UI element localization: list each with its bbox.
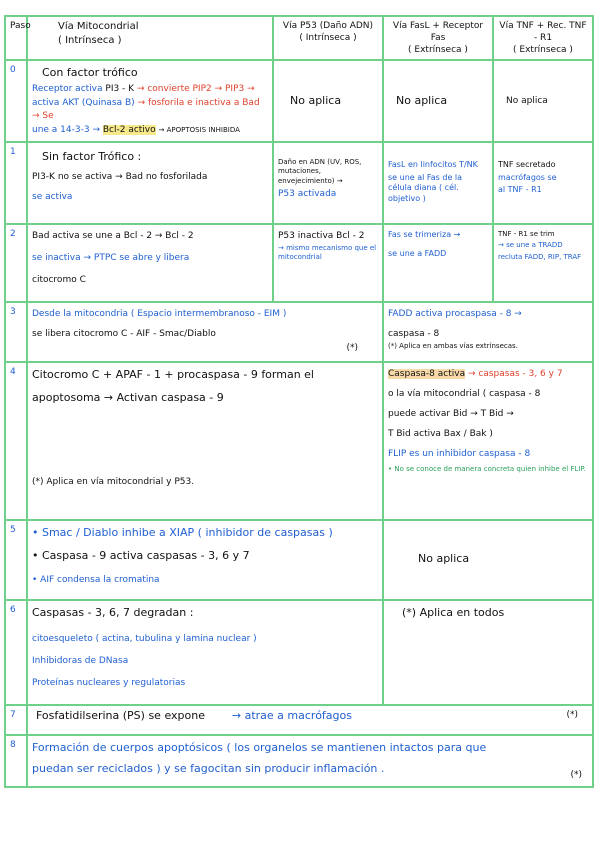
r4-a3: (*) Aplica en vía mitocondrial y P53. bbox=[32, 476, 195, 487]
row-3 bbox=[5, 302, 593, 362]
r6-a3: Inhibidoras de DNasa bbox=[32, 655, 129, 666]
r2-c1: Fas se trimeriza → bbox=[388, 229, 461, 239]
header-paso-label: Paso bbox=[10, 21, 31, 31]
r3-a3: (*) bbox=[346, 343, 358, 354]
header-row bbox=[5, 16, 593, 60]
r4-mito bbox=[27, 362, 383, 520]
r0-a9: → APOPTOSIS INHIBIDA bbox=[158, 125, 240, 134]
r2-b2: → mismo mecanismo que el mitocondrial bbox=[278, 243, 377, 262]
r0-a8: Bcl-2 activo bbox=[102, 124, 156, 135]
r3-a2: se libera citocromo C - AIF - Smac/Diablo bbox=[32, 328, 216, 339]
r1-c1: FasL en linfocitos T/NK bbox=[388, 159, 478, 169]
header-tnf: Vía TNF + Rec. TNF - R1 ( Extrínseca ) bbox=[493, 16, 593, 60]
r8-a1: Formación de cuerpos apoptósicos ( los organelos se mantienen intactos para que bbox=[32, 740, 487, 754]
r2-b1: P53 inactiva Bcl - 2 bbox=[278, 230, 365, 241]
r2-a1: Bad activa se une a Bcl - 2 → Bcl - 2 bbox=[32, 230, 194, 241]
r6-a1: Caspasas - 3, 6, 7 degradan : bbox=[32, 605, 194, 619]
r2-d3: recluta FADD, RIP, TRAF bbox=[498, 252, 582, 261]
r2-d2: → se une a TRADD bbox=[498, 241, 563, 250]
step-number: 0 bbox=[5, 60, 27, 141]
r4-a1: Citocromo C + APAF - 1 + procaspasa - 9 forman el bbox=[32, 367, 314, 381]
r2-mito bbox=[27, 224, 273, 302]
header-fas: Vía FasL + Receptor Fas ( Extrínseca ) bbox=[383, 16, 493, 60]
r6-mito bbox=[27, 600, 383, 705]
r4-a2: apoptosoma → Activan caspasa - 9 bbox=[32, 390, 224, 404]
r0-b: No aplica bbox=[290, 93, 342, 107]
r0-a1: Con factor trófico bbox=[42, 66, 138, 80]
r0-a2: Receptor activa bbox=[32, 84, 103, 95]
r1-d1: TNF secretado bbox=[498, 159, 556, 169]
row-5 bbox=[5, 520, 593, 600]
r4-c6: FLIP es un inhibidor caspasa - 8 bbox=[388, 449, 531, 460]
r6-extr bbox=[383, 600, 593, 705]
r0-c: No aplica bbox=[396, 93, 448, 107]
r1-mito bbox=[27, 142, 273, 224]
r1-p53 bbox=[273, 142, 383, 224]
row-6 bbox=[5, 600, 593, 705]
r3-c3: (*) Aplica en ambas vías extrínsecas. bbox=[388, 342, 518, 351]
r0-p53 bbox=[273, 60, 383, 141]
r8-all bbox=[27, 735, 593, 787]
r2-d1: TNF - R1 se trim bbox=[498, 229, 555, 238]
r4-c4: puede activar Bid → T Bid → bbox=[388, 409, 514, 420]
row-4 bbox=[5, 362, 593, 520]
r4-c3: o la vía mitocondrial ( caspasa - 8 bbox=[388, 388, 541, 399]
r2-a2: se inactiva → PTPC se abre y libera bbox=[32, 252, 190, 263]
r0-fas bbox=[383, 60, 493, 141]
r0-a3: PI3 - K bbox=[105, 84, 135, 95]
r5-a3: • AIF condensa la cromatina bbox=[32, 574, 160, 585]
r4-c2: → caspasas - 3, 6 y 7 bbox=[467, 368, 563, 379]
row-2 bbox=[5, 224, 593, 302]
r1-c2: se une al Fas de la célula diana ( cél. objetivo ) bbox=[388, 172, 463, 204]
step-number: 1 bbox=[5, 142, 27, 224]
r2-fas bbox=[383, 224, 493, 302]
r3-a1: Desde la mitocondria ( Espacio intermembranoso - EIM ) bbox=[32, 308, 287, 319]
r5-a2: • Caspasa - 9 activa caspasas - 3, 6 y 7 bbox=[32, 548, 250, 562]
r0-a7: une a 14-3-3 → bbox=[32, 124, 100, 135]
r2-p53 bbox=[273, 224, 383, 302]
r3-extr bbox=[383, 302, 593, 362]
r5-a1: • Smac / Diablo inhibe a XIAP ( inhibidor de caspasas ) bbox=[32, 525, 333, 539]
r5-mito bbox=[27, 520, 383, 600]
r3-c1: FADD activa procaspasa - 8 → bbox=[388, 308, 522, 319]
r1-fas bbox=[383, 142, 493, 224]
row-1 bbox=[5, 142, 593, 224]
r4-extr bbox=[383, 362, 593, 520]
r6-b: (*) Aplica en todos bbox=[402, 605, 505, 619]
r8-a3: (*) bbox=[570, 769, 582, 780]
r1-d3: al TNF - R1 bbox=[498, 185, 542, 195]
r1-d2: macrófagos se bbox=[498, 172, 557, 182]
r3-c2: caspasa - 8 bbox=[388, 328, 440, 339]
r5-b: No aplica bbox=[418, 552, 470, 566]
row-0 bbox=[5, 60, 593, 141]
r1-a1: Sin factor Trófico : bbox=[42, 149, 142, 163]
r4-c1: Caspasa-8 activa bbox=[388, 368, 466, 379]
r6-a4: Proteínas nucleares y regulatorias bbox=[32, 677, 186, 688]
row-7 bbox=[5, 705, 593, 735]
r2-a3: citocromo C bbox=[32, 275, 86, 286]
r8-a2: puedan ser reciclados ) y se fagocitan sin producir inflamación . bbox=[32, 761, 385, 775]
apoptosis-table bbox=[4, 15, 594, 788]
r1-b2: P53 activada bbox=[278, 189, 337, 200]
r7-a1: Fosfatidilserina (PS) se expone bbox=[36, 708, 205, 722]
r0-d: No aplica bbox=[506, 96, 548, 107]
r0-mito bbox=[27, 60, 273, 141]
r5-extr bbox=[383, 520, 593, 600]
r2-c2: se une a FADD bbox=[388, 248, 447, 258]
step-number: 5 bbox=[5, 520, 27, 600]
step-number: 7 bbox=[5, 705, 27, 735]
r2-tnf bbox=[493, 224, 593, 302]
step-number: 8 bbox=[5, 735, 27, 787]
r1-b1: Daño en ADN (UV, ROS, mutaciones, envejecimiento) → bbox=[278, 157, 362, 185]
step-number: 6 bbox=[5, 600, 27, 705]
r6-a2: citoesqueleto ( actina, tubulina y lamina nuclear ) bbox=[32, 633, 257, 644]
header-paso bbox=[5, 16, 31, 60]
r0-a5: activa AKT (Quinasa B) bbox=[32, 98, 135, 109]
r1-a3: se activa bbox=[32, 191, 73, 202]
r1-a2: PI3-K no se activa → Bad no fosforilada bbox=[32, 171, 208, 182]
r3-mito bbox=[27, 302, 383, 362]
r4-c7: • No se conoce de manera concreta quien inhibe el FLIP. bbox=[388, 464, 586, 473]
header-p53: Vía P53 (Daño ADN) ( Intrínseca ) bbox=[273, 16, 383, 60]
r0-tnf bbox=[493, 60, 593, 141]
r7-a2: → atrae a macrófagos bbox=[231, 708, 352, 722]
r4-c5: T Bid activa Bax / Bak ) bbox=[388, 429, 493, 440]
step-number: 3 bbox=[5, 302, 27, 362]
r0-a6: → fosforila e inactiva a Bad → Se bbox=[32, 98, 260, 121]
r7-a3: (*) bbox=[566, 709, 578, 720]
step-number: 2 bbox=[5, 224, 27, 302]
r0-a4: → convierte PIP2 → PIP3 → bbox=[136, 84, 255, 95]
header-mito: Vía Mitocondrial ( Intrínseca ) bbox=[27, 16, 273, 60]
row-8 bbox=[5, 735, 593, 787]
step-number: 4 bbox=[5, 362, 27, 520]
r1-tnf bbox=[493, 142, 593, 224]
r7-all bbox=[27, 705, 593, 735]
